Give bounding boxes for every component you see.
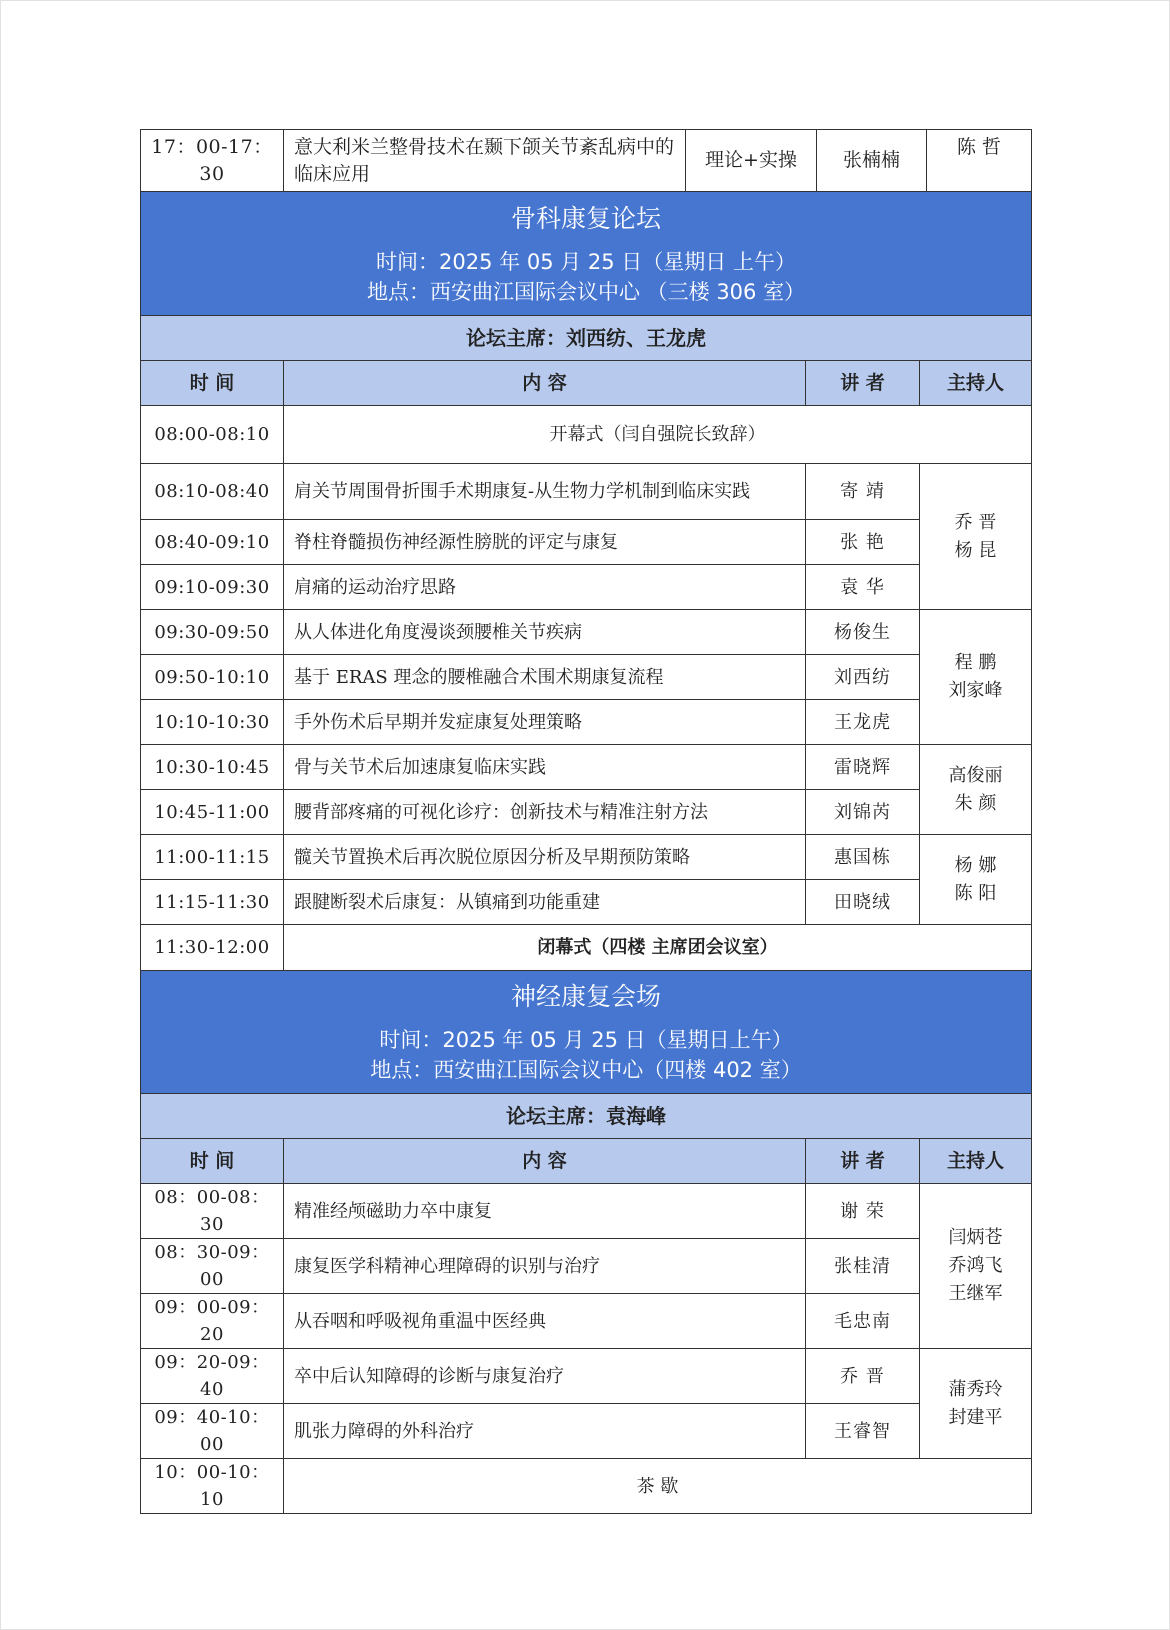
closing-content: 闭幕式（四楼 主席团会议室） bbox=[284, 925, 1032, 971]
host-name: 闫炳苍 bbox=[948, 1227, 1003, 1248]
row-time: 08：30-09：00 bbox=[141, 1239, 284, 1294]
row-time: 09:10-09:30 bbox=[141, 565, 284, 610]
table-header-row bbox=[141, 361, 1032, 406]
row-time: 09：20-09：40 bbox=[141, 1349, 284, 1404]
table-row bbox=[141, 790, 1032, 835]
break-content: 茶 歇 bbox=[284, 1459, 1032, 1514]
row-time: 08:40-09:10 bbox=[141, 520, 284, 565]
row-speaker: 王龙虎 bbox=[806, 700, 920, 745]
row-content: 卒中后认知障碍的诊断与康复治疗 bbox=[284, 1349, 806, 1404]
host-name: 高俊丽 bbox=[948, 764, 1003, 786]
schedule-sheet bbox=[140, 129, 1031, 1514]
row-content: 髋关节置换术后再次脱位原因分析及早期预防策略 bbox=[284, 835, 806, 880]
row-content: 跟腱断裂术后康复：从镇痛到功能重建 bbox=[284, 880, 806, 925]
row-content: 肩关节周围骨折围手术期康复-从生物力学机制到临床实践 bbox=[284, 464, 806, 520]
row-host-group bbox=[920, 745, 1032, 835]
forum-chair: 论坛主席：刘西纺、王龙虎 bbox=[141, 316, 1032, 361]
row-speaker: 雷晓辉 bbox=[806, 745, 920, 790]
table-row bbox=[141, 1349, 1032, 1404]
forum-place: 地点：西安曲江国际会议中心 （三楼 306 室） bbox=[366, 279, 806, 304]
row-host-group bbox=[920, 610, 1032, 745]
forum-chair-row bbox=[141, 316, 1032, 361]
break-time: 10：00-10：10 bbox=[141, 1459, 284, 1514]
row-host-group bbox=[920, 835, 1032, 925]
row-content: 手外伤术后早期并发症康复处理策略 bbox=[284, 700, 806, 745]
row-time: 10:10-10:30 bbox=[141, 700, 284, 745]
host-name: 王继军 bbox=[948, 1283, 1003, 1304]
row-time: 08：00-08：30 bbox=[141, 1184, 284, 1239]
header-host: 主持人 bbox=[920, 361, 1032, 406]
table-row bbox=[141, 1239, 1032, 1294]
table-header-row bbox=[141, 1139, 1032, 1184]
header-speaker: 讲 者 bbox=[806, 1139, 920, 1184]
row-speaker: 寄 靖 bbox=[806, 464, 920, 520]
row-host-group bbox=[920, 464, 1032, 610]
table-row bbox=[141, 1184, 1032, 1239]
host-name: 程 鹏 bbox=[954, 652, 997, 673]
row-speaker: 毛忠南 bbox=[806, 1294, 920, 1349]
row-time: 09：00-09：20 bbox=[141, 1294, 284, 1349]
row-speaker: 田晓绒 bbox=[806, 880, 920, 925]
table-row bbox=[141, 655, 1032, 700]
host-name: 杨 昆 bbox=[954, 539, 997, 561]
table-row bbox=[141, 1294, 1032, 1349]
forum-time: 时间：2025 年 05 月 25 日（星期日上午） bbox=[379, 1028, 793, 1052]
host-name: 杨 娜 bbox=[954, 854, 997, 876]
forum-chair-row bbox=[141, 1094, 1032, 1139]
row-speaker: 刘西纺 bbox=[806, 655, 920, 700]
forum-title: 骨科康复论坛 bbox=[511, 203, 662, 233]
row-speaker: 张 艳 bbox=[806, 520, 920, 565]
host-name: 陈 阳 bbox=[954, 882, 997, 904]
neuro-forum-table bbox=[140, 970, 1032, 1514]
forum-place: 地点：西安曲江国际会议中心（四楼 402 室） bbox=[370, 1058, 802, 1082]
row-speaker: 乔 晋 bbox=[806, 1349, 920, 1404]
host-name: 乔鸿飞 bbox=[948, 1255, 1003, 1276]
row-speaker: 惠国栋 bbox=[806, 835, 920, 880]
row-host-group bbox=[920, 1184, 1032, 1349]
forum-banner bbox=[141, 192, 1032, 316]
row-time: 09:30-09:50 bbox=[141, 610, 284, 655]
table-row bbox=[141, 520, 1032, 565]
header-time: 时 间 bbox=[141, 361, 284, 406]
header-time: 时 间 bbox=[141, 1139, 284, 1184]
header-content: 内 容 bbox=[284, 1139, 806, 1184]
row-speaker: 刘锦芮 bbox=[806, 790, 920, 835]
break-row bbox=[141, 1459, 1032, 1514]
row-content: 脊柱脊髓损伤神经源性膀胱的评定与康复 bbox=[284, 520, 806, 565]
table-row bbox=[141, 610, 1032, 655]
orthopedic-forum-table bbox=[140, 191, 1032, 971]
row-content: 基于 ERAS 理念的腰椎融合术围术期康复流程 bbox=[284, 655, 806, 700]
host-name: 乔 晋 bbox=[954, 511, 997, 533]
session-host: 陈 哲 bbox=[927, 130, 1032, 192]
row-speaker: 张桂清 bbox=[806, 1239, 920, 1294]
row-content: 肌张力障碍的外科治疗 bbox=[284, 1404, 806, 1459]
row-content: 骨与关节术后加速康复临床实践 bbox=[284, 745, 806, 790]
row-host-group bbox=[920, 1349, 1032, 1459]
row-content: 腰背部疼痛的可视化诊疗：创新技术与精准注射方法 bbox=[284, 790, 806, 835]
host-name: 封建平 bbox=[948, 1406, 1003, 1428]
row-content: 从人体进化角度漫谈颈腰椎关节疾病 bbox=[284, 610, 806, 655]
table-row bbox=[141, 464, 1032, 520]
table-row bbox=[141, 745, 1032, 790]
row-time: 10:45-11:00 bbox=[141, 790, 284, 835]
table-row bbox=[141, 565, 1032, 610]
forum-time: 时间：2025 年 05 月 25 日（星期日 上午） bbox=[376, 249, 796, 274]
session-time: 17：00-17：30 bbox=[141, 130, 284, 192]
row-content: 精准经颅磁助力卒中康复 bbox=[284, 1184, 806, 1239]
forum-banner bbox=[141, 971, 1032, 1094]
table-row bbox=[141, 835, 1032, 880]
session-type: 理论+实操 bbox=[686, 130, 817, 192]
row-speaker: 杨俊生 bbox=[806, 610, 920, 655]
opening-time: 08:00-08:10 bbox=[141, 406, 284, 464]
row-time: 09：40-10：00 bbox=[141, 1404, 284, 1459]
row-time: 09:50-10:10 bbox=[141, 655, 284, 700]
row-speaker: 王睿智 bbox=[806, 1404, 920, 1459]
forum-title: 神经康复会场 bbox=[510, 982, 661, 1011]
closing-time: 11:30-12:00 bbox=[141, 925, 284, 971]
session-speaker: 张楠楠 bbox=[817, 130, 927, 192]
row-speaker: 袁 华 bbox=[806, 565, 920, 610]
session-content: 意大利米兰整骨技术在颞下颌关节紊乱病中的临床应用 bbox=[284, 130, 686, 192]
forum-chair: 论坛主席：袁海峰 bbox=[141, 1094, 1032, 1139]
row-time: 11:15-11:30 bbox=[141, 880, 284, 925]
header-speaker: 讲 者 bbox=[806, 361, 920, 406]
table-row bbox=[141, 1404, 1032, 1459]
host-name: 刘家峰 bbox=[948, 680, 1003, 701]
top-session-table bbox=[140, 129, 1032, 192]
row-time: 10:30-10:45 bbox=[141, 745, 284, 790]
row-content: 康复医学科精神心理障碍的识别与治疗 bbox=[284, 1239, 806, 1294]
opening-content: 开幕式（闫自强院长致辞） bbox=[284, 406, 1032, 464]
row-speaker: 谢 荣 bbox=[806, 1184, 920, 1239]
row-content: 从吞咽和呼吸视角重温中医经典 bbox=[284, 1294, 806, 1349]
header-content: 内 容 bbox=[284, 361, 806, 406]
host-name: 蒲秀玲 bbox=[948, 1378, 1003, 1400]
host-name: 朱 颜 bbox=[954, 792, 997, 814]
row-time: 11:00-11:15 bbox=[141, 835, 284, 880]
opening-row bbox=[141, 406, 1032, 464]
table-row bbox=[141, 880, 1032, 925]
header-host: 主持人 bbox=[920, 1139, 1032, 1184]
table-row bbox=[141, 700, 1032, 745]
row-content: 肩痛的运动治疗思路 bbox=[284, 565, 806, 610]
table-row bbox=[141, 130, 1032, 192]
row-time: 08:10-08:40 bbox=[141, 464, 284, 520]
closing-row bbox=[141, 925, 1032, 971]
